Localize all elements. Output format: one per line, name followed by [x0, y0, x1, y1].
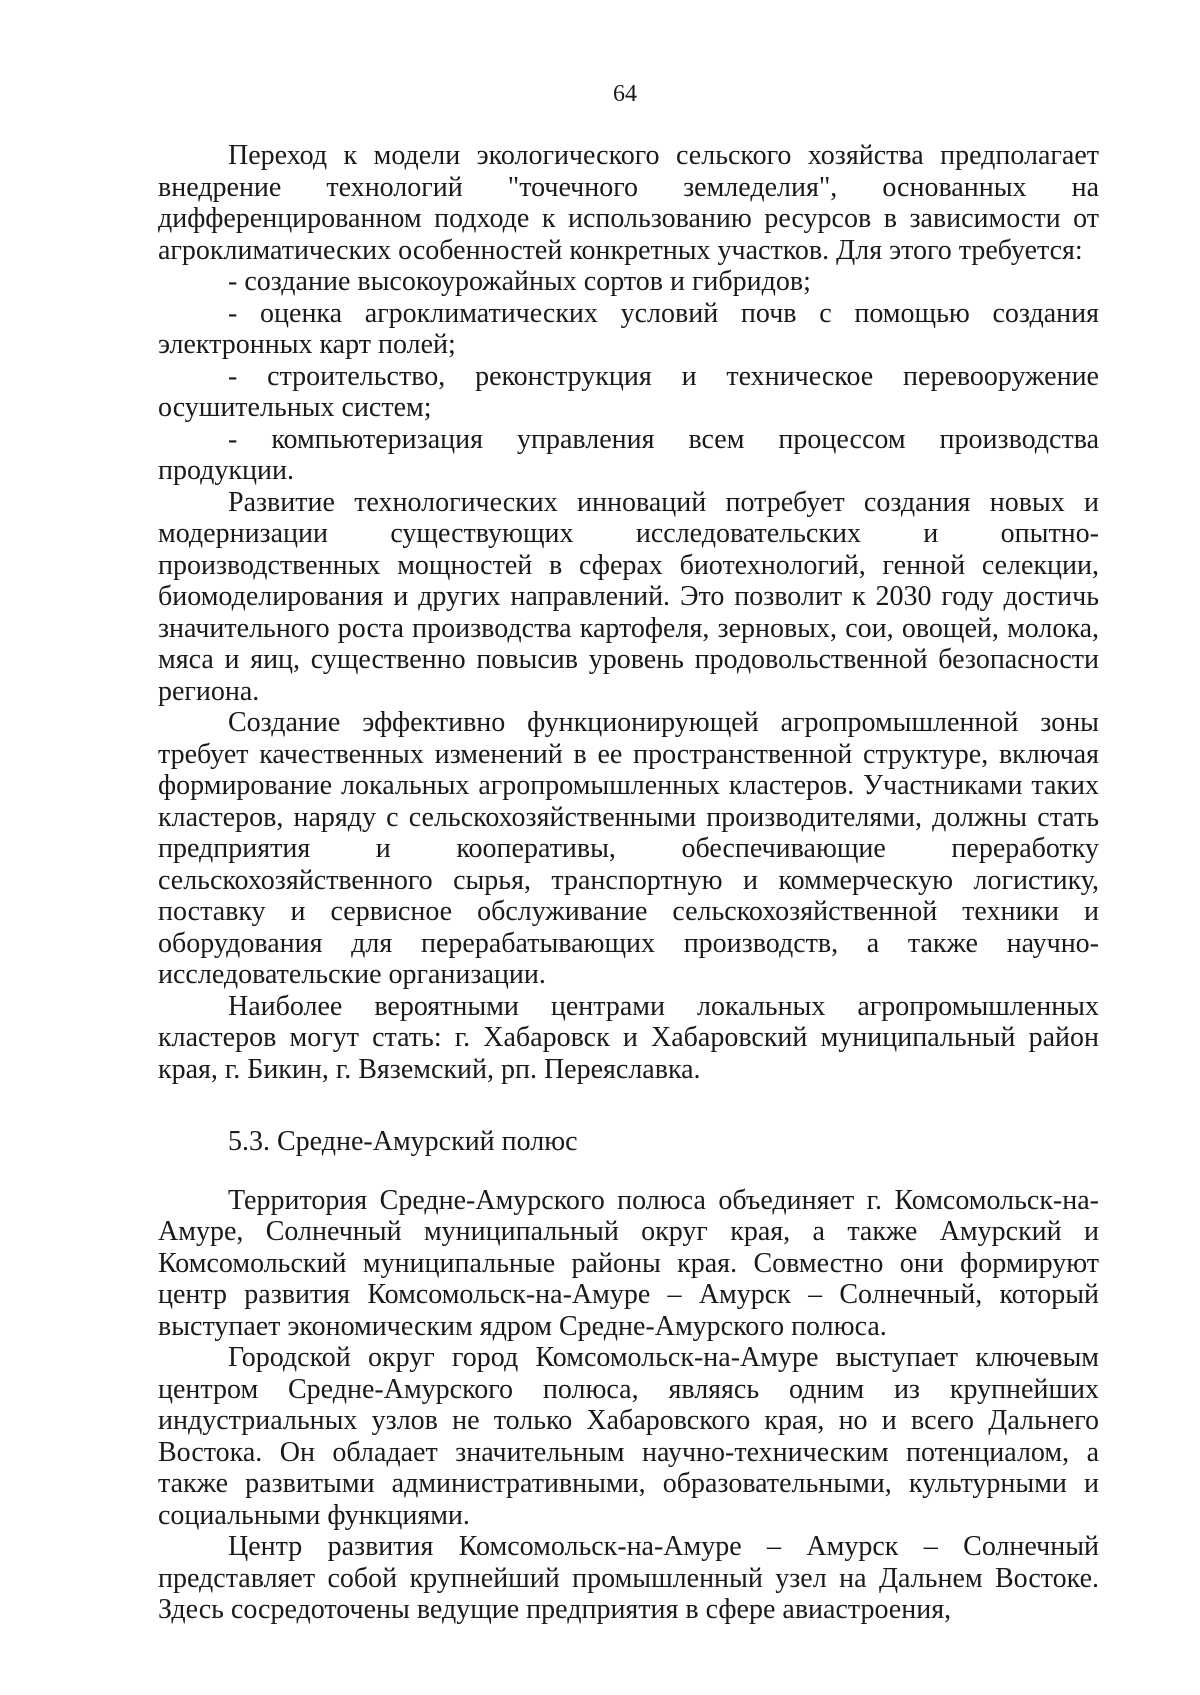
- paragraph-agro-zone: Создание эффективно функционирующей агропромышленной зоны требует качественных изменений в ее пространственной структуре, включая формирование локальных агропромышленных кластеров. Участниками таких кластеров, наряду с сельскохозяйственными производителями, должны стать предприятия и кооперативы, обеспечивающие переработку сельскохозяйственного сырья, транспортную и коммерческую логистику, поставку и сервисное обслуживание сельскохозяйственной техники и оборудования для перерабатывающих производств, а также научно-исследовательские организации.: [158, 707, 1099, 990]
- section-heading: 5.3. Средне-Амурский полюс: [228, 1126, 578, 1157]
- page-number: 64: [613, 81, 637, 107]
- paragraph-territory: Территория Средне-Амурского полюса объединяет г. Комсомольск-на-Амуре, Солнечный муниципальный округ края, а также Амурский и Комсомольский муниципальные районы края. Совместно они формируют центр развития Комсомольск-на-Амуре – Амурск – Солнечный, который выступает экономическим ядром Средне-Амурского полюса.: [158, 1184, 1099, 1342]
- list-item: - компьютеризация управления всем процессом производства продукции.: [158, 423, 1099, 486]
- paragraph-eco-agriculture: Переход к модели экологического сельского хозяйства предполагает внедрение технологий "точечного земледелия", основанных на дифференцированном подходе к использованию ресурсов в зависимости от агроклиматических особенностей конкретных участков. Для этого требуется:: [158, 140, 1099, 266]
- paragraph-development-center: Центр развития Комсомольск-на-Амуре – Амурск – Солнечный представляет собой крупнейший промышленный узел на Дальнем Востоке. Здесь сосредоточены ведущие предприятия в сфере авиастроения,: [158, 1531, 1099, 1625]
- paragraph-tech-innovation: Развитие технологических инноваций потребует создания новых и модернизации существующих исследовательских и опытно-производственных мощностей в сферах биотехнологий, генной селекции, биомоделирования и других направлений. Это позволит к 2030 году достичь значительного роста производства картофеля, зерновых, сои, овощей, молока, мяса и яиц, существенно повысив уровень продовольственной безопасности региона.: [158, 486, 1099, 707]
- paragraph-cluster-centers: Наиболее вероятными центрами локальных агропромышленных кластеров могут стать: г. Хабаровск и Хабаровский муниципальный район края, г. Бикин, г. Вяземский, рп. Переяславка.: [158, 990, 1099, 1085]
- list-item: - оценка агроклиматических условий почв с помощью создания электронных карт полей;: [158, 297, 1099, 360]
- list-item: - создание высокоурожайных сортов и гибридов;: [228, 266, 811, 297]
- list-item: - строительство, реконструкция и техническое перевооружение осушительных систем;: [158, 360, 1099, 423]
- document-body: [158, 140, 1099, 1626]
- paragraph-komsomolsk: Городской округ город Комсомольск-на-Амуре выступает ключевым центром Средне-Амурского полюса, являясь одним из крупнейших индустриальных узлов не только Хабаровского края, но и всего Дальнего Востока. Он обладает значительным научно-техническим потенциалом, а также развитыми административными, образовательными, культурными и социальными функциями.: [158, 1342, 1099, 1531]
